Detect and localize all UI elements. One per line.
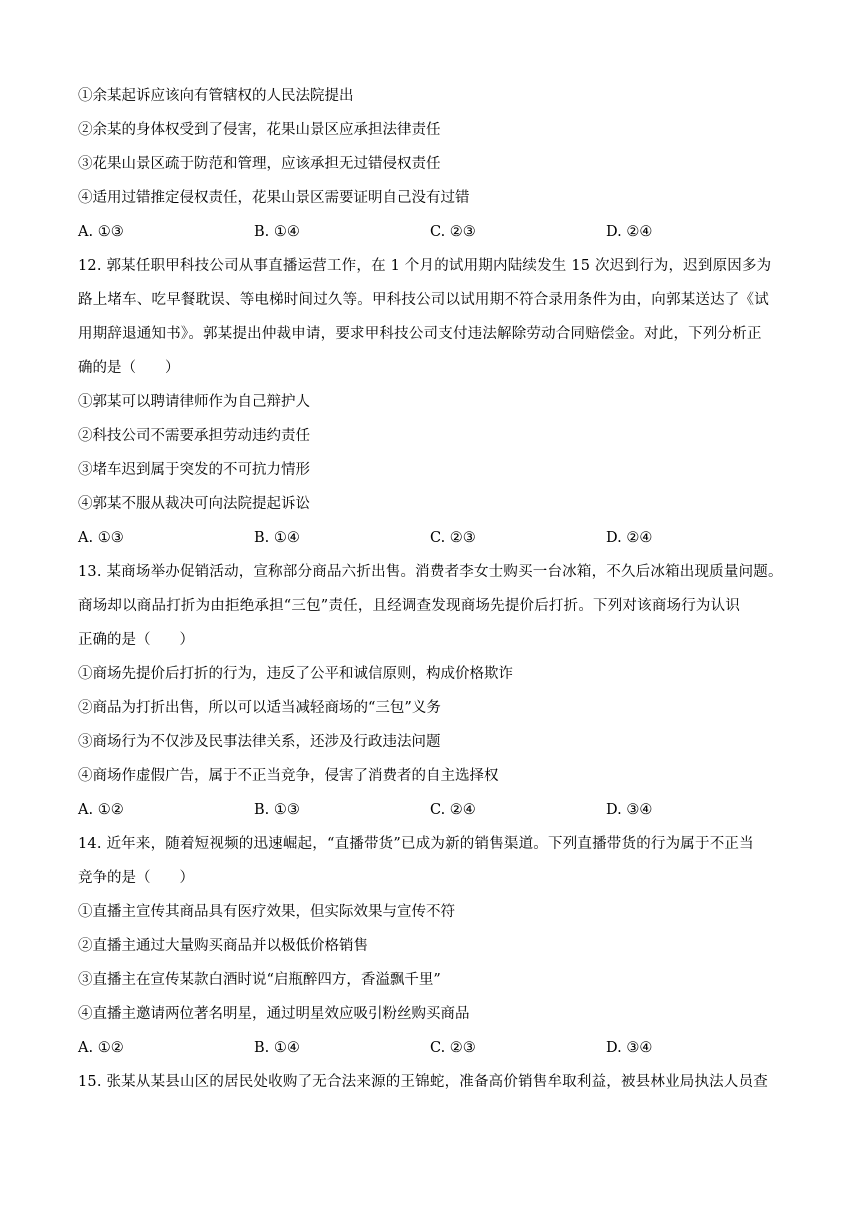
q14-statement-4: ④直播主邀请两位著名明星，通过明星效应吸引粉丝购买商品 [78, 1006, 470, 1022]
q14-options [78, 1038, 778, 1058]
q13-statement-2: ②商品为打折出售，所以可以适当减轻商场的“三包”义务 [78, 700, 441, 716]
q12-option-b[interactable]: B. ①④ [254, 530, 300, 546]
q13-statement-1: ①商场先提价后打折的行为，违反了公平和诚信原则，构成价格欺诈 [78, 666, 513, 682]
q12-statement-3: ③堵车迟到属于突发的不可抗力情形 [78, 462, 310, 478]
q13-statement-4: ④商场作虚假广告，属于不正当竞争，侵害了消费者的自主选择权 [78, 768, 499, 784]
q14-statement-2: ②直播主通过大量购买商品并以极低价格销售 [78, 938, 368, 954]
q12-statement-2: ②科技公司不需要承担劳动违约责任 [78, 428, 310, 444]
q11-statement-1: ①余某起诉应该向有管辖权的人民法院提出 [78, 88, 354, 104]
q11-statement-4: ④适用过错推定侵权责任，花果山景区需要证明自己没有过错 [78, 190, 470, 206]
q14-stem-line-2: 竞争的是（ ） [78, 870, 194, 886]
q12-statement-1: ①郭某可以聘请律师作为自己辩护人 [78, 394, 310, 410]
q11-option-b[interactable]: B. ①④ [254, 224, 300, 240]
q13-stem-line-3: 正确的是（ ） [78, 632, 194, 648]
q11-options [78, 222, 778, 242]
q13-stem-line-1: 13. 某商场举办促销活动，宣称部分商品六折出售。消费者李女士购买一台冰箱，不久后冰箱出现质量问题。 [78, 564, 783, 580]
q13-options [78, 800, 778, 820]
q12-option-a[interactable]: A. ①③ [78, 530, 124, 546]
q13-option-a[interactable]: A. ①② [78, 802, 124, 818]
q12-stem-line-4: 确的是（ ） [78, 360, 180, 376]
q11-option-d[interactable]: D. ②④ [606, 224, 653, 240]
q13-statement-3: ③商场行为不仅涉及民事法律关系，还涉及行政违法问题 [78, 734, 441, 750]
q14-option-b[interactable]: B. ①④ [254, 1040, 300, 1056]
q12-stem-line-1: 12. 郭某任职甲科技公司从事直播运营工作，在 1 个月的试用期内陆续发生 15 次迟到行为，迟到原因多为 [78, 258, 772, 274]
q13-option-d[interactable]: D. ③④ [606, 802, 653, 818]
q14-option-a[interactable]: A. ①② [78, 1040, 124, 1056]
q11-option-a[interactable]: A. ①③ [78, 224, 124, 240]
q13-stem-line-2: 商场却以商品打折为由拒绝承担“三包”责任，且经调查发现商场先提价后打折。下列对该商场行为认识 [78, 598, 741, 614]
q11-statement-2: ②余某的身体权受到了侵害，花果山景区应承担法律责任 [78, 122, 441, 138]
q12-stem-line-3: 用期辞退通知书》。郭某提出仲裁申请，要求甲科技公司支付违法解除劳动合同赔偿金。对此，下列分析正 [78, 326, 762, 342]
q11-statement-3: ③花果山景区疏于防范和管理，应该承担无过错侵权责任 [78, 156, 441, 172]
q14-statement-1: ①直播主宣传其商品具有医疗效果，但实际效果与宣传不符 [78, 904, 455, 920]
q14-statement-3: ③直播主在宣传某款白酒时说“启瓶醉四方，香溢飘千里” [78, 972, 441, 988]
q12-stem-line-2: 路上堵车、吃早餐耽误、等电梯时间过久等。甲科技公司以试用期不符合录用条件为由，向郭某送达了《试 [78, 292, 769, 308]
q15-stem-line-1: 15. 张某从某县山区的居民处收购了无合法来源的王锦蛇，准备高价销售牟取利益，被县林业局执法人员查 [78, 1074, 768, 1090]
q12-options [78, 528, 778, 548]
q14-option-c[interactable]: C. ②③ [430, 1040, 476, 1056]
q13-option-b[interactable]: B. ①③ [254, 802, 300, 818]
q11-option-c[interactable]: C. ②③ [430, 224, 476, 240]
q14-option-d[interactable]: D. ③④ [606, 1040, 653, 1056]
q13-option-c[interactable]: C. ②④ [430, 802, 476, 818]
q12-option-d[interactable]: D. ②④ [606, 530, 653, 546]
q14-stem-line-1: 14. 近年来，随着短视频的迅速崛起，“直播带货”已成为新的销售渠道。下列直播带货的行为属于不正当 [78, 836, 754, 852]
q12-option-c[interactable]: C. ②③ [430, 530, 476, 546]
q12-statement-4: ④郭某不服从裁决可向法院提起诉讼 [78, 496, 310, 512]
